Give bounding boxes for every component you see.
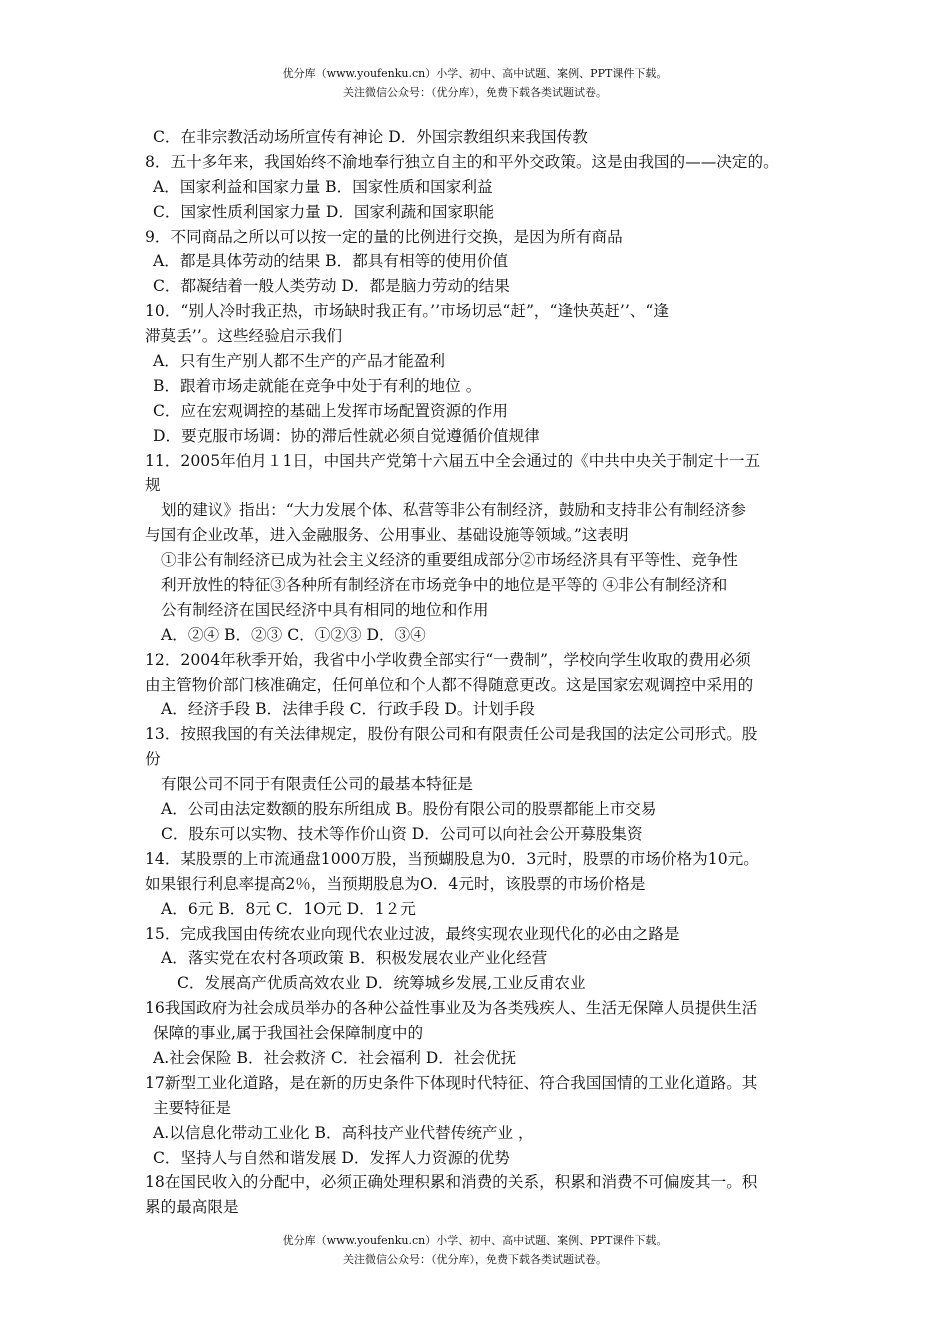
text-line: 保障的事业,属于我国社会保障制度中的	[153, 1024, 424, 1043]
text-line: D．要克服市场调：协的滞后性就必须自觉遵循价值规律	[153, 426, 540, 445]
text-line: A．落实党在农村各项政策 B．积极发展农业产业化经营	[161, 949, 548, 968]
footer-line-2: 关注微信公众号：（优分库），免费下载各类试题试卷。	[343, 1253, 607, 1266]
text-line: C．应在宏观调控的基础上发挥市场配置资源的作用	[153, 401, 508, 420]
text-line: B．跟着市场走就能在竞争中处于有利的地位 。	[153, 376, 482, 395]
text-line: A．都是具体劳动的结果 B．都具有相等的使用价值	[153, 252, 509, 271]
text-line: C．国家性质利国家力量 D．国家利蔬和国家职能	[153, 202, 495, 221]
page-header	[0, 64, 950, 102]
text-line: A．②④ B．②③ C．①②③ D．③④	[161, 625, 426, 644]
text-line: A.以信息化带动工业化 B．高科技产业代替传统产业 ，	[153, 1123, 534, 1142]
text-line: ①非公有制经济已成为社会主义经济的重要组成部分②市场经济具有平等性、竞争性	[161, 551, 738, 570]
text-line: A.社会保险 B．社会救济 C．社会福利 D．社会优抚	[153, 1048, 517, 1067]
text-line: 规	[145, 476, 161, 495]
text-line: 17新型工业化道路，是在新的历史条件下体现时代特征、符合我国国情的工业化道路。其	[145, 1073, 758, 1092]
text-line: A．公司由法定数额的股东所组成 B。股份有限公司的股票都能上市交易	[161, 800, 657, 819]
text-line: A．只有生产别人都不生产的产品才能盈利	[153, 352, 445, 371]
text-line: 如果银行利息率提高2％，当预期股息为O．4元时，该股票的市场价格是	[145, 874, 646, 893]
text-line: 14．某股票的上市流通盘1000万股，当预蝴股息为0．3元时，股票的市场价格为10元。	[145, 849, 759, 868]
text-line: 累的最高限是	[145, 1198, 239, 1217]
text-line: C．坚持人与自然和谐发展 D．发挥人力资源的优势	[153, 1148, 510, 1167]
text-line: 份	[145, 750, 161, 769]
text-line: 10．“别人冷时我正热，市场缺时我正有。’’市场切忌“赶”，“逢快英赶’’、“逢	[145, 302, 669, 321]
text-line: 划的建议》指出：“大力发展个体、私营等非公有制经济，鼓励和支持非公有制经济参	[161, 501, 746, 520]
text-line: C．发展高产优质高效农业 D．统筹城乡发展,工业反甫农业	[177, 974, 586, 993]
text-line: 9．不同商品之所以可以按一定的量的比例进行交换，是因为所有商品	[145, 227, 623, 246]
text-line: 与国有企业改革，进入金融服务、公用事业、基础设施等领域。”这表明	[145, 526, 629, 545]
text-line: 16我国政府为社会成员举办的各种公益性事业及为各类残疾人、生活无保障人员提供生活	[145, 999, 758, 1018]
text-line: C．在非宗教活动场所宣传有神论 D．外国宗教组织来我国传教	[153, 128, 588, 146]
text-line: 利开放性的特征③各种所有制经济在市场竞争中的地位是平等的 ④非公有制经济和	[161, 576, 728, 595]
header-line-1: 优分库（www.youfenku.cn）小学、初中、高中试题、案例、PPT课件下载。	[282, 67, 668, 80]
text-line: 有限公司不同于有限责任公司的最基本特征是	[161, 775, 473, 794]
text-line: 12．2004年秋季开始，我省中小学收费全部实行“一费制”，学校向学生收取的费用必须	[145, 650, 751, 669]
text-line: 13．按照我国的有关法律规定，股份有限公司和有限责任公司是我国的法定公司形式。股	[145, 725, 758, 744]
text-line: 8．五十多年来，我国始终不渝地奉行独立自主的和平外交政策。这是由我国的——决定的。	[145, 152, 779, 171]
footer-line-1: 优分库（www.youfenku.cn）小学、初中、高中试题、案例、PPT课件下载。	[282, 1234, 668, 1247]
text-line: C．股东可以实物、技术等作价山资 D．公司可以向社会公开募股集资	[161, 824, 643, 843]
text-line: 公有制经济在国民经济中具有相同的地位和作用	[161, 600, 489, 619]
exam-question-body	[145, 125, 825, 1220]
text-line: C．都凝结着一般人类劳动 D．都是脑力劳动的结果	[153, 277, 510, 296]
text-line: A．国家利益和国家力量 B．国家性质和国家利益	[153, 177, 493, 196]
header-line-2: 关注微信公众号：（优分库），免费下载各类试题试卷。	[343, 86, 607, 99]
text-line: 主要特征是	[153, 1098, 231, 1117]
text-line: 滞莫丢’’。这些经验启示我们	[145, 327, 343, 346]
text-line: A．经济手段 B．法律手段 C．行政手段 D。计划手段	[161, 700, 535, 719]
text-line: 18在国民收入的分配中，必须正确处理积累和消费的关系，积累和消费不可偏废其一。积	[145, 1173, 758, 1192]
text-line: 由主管物价部门核准确定，任何单位和个人都不得随意更改。这是国家宏观调控中采用的	[145, 675, 754, 694]
text-line: 11．2005年伯月１1日，中国共产党第十六届五中全会通过的《中共中央关于制定十一五	[145, 451, 761, 470]
text-line: 15．完成我国由传统农业向现代农业过波，最终实现农业现代化的必由之路是	[145, 924, 680, 943]
text-line: A．6元 B．8元 C．1O元 D．1２元	[161, 899, 416, 918]
page-footer	[0, 1231, 950, 1269]
